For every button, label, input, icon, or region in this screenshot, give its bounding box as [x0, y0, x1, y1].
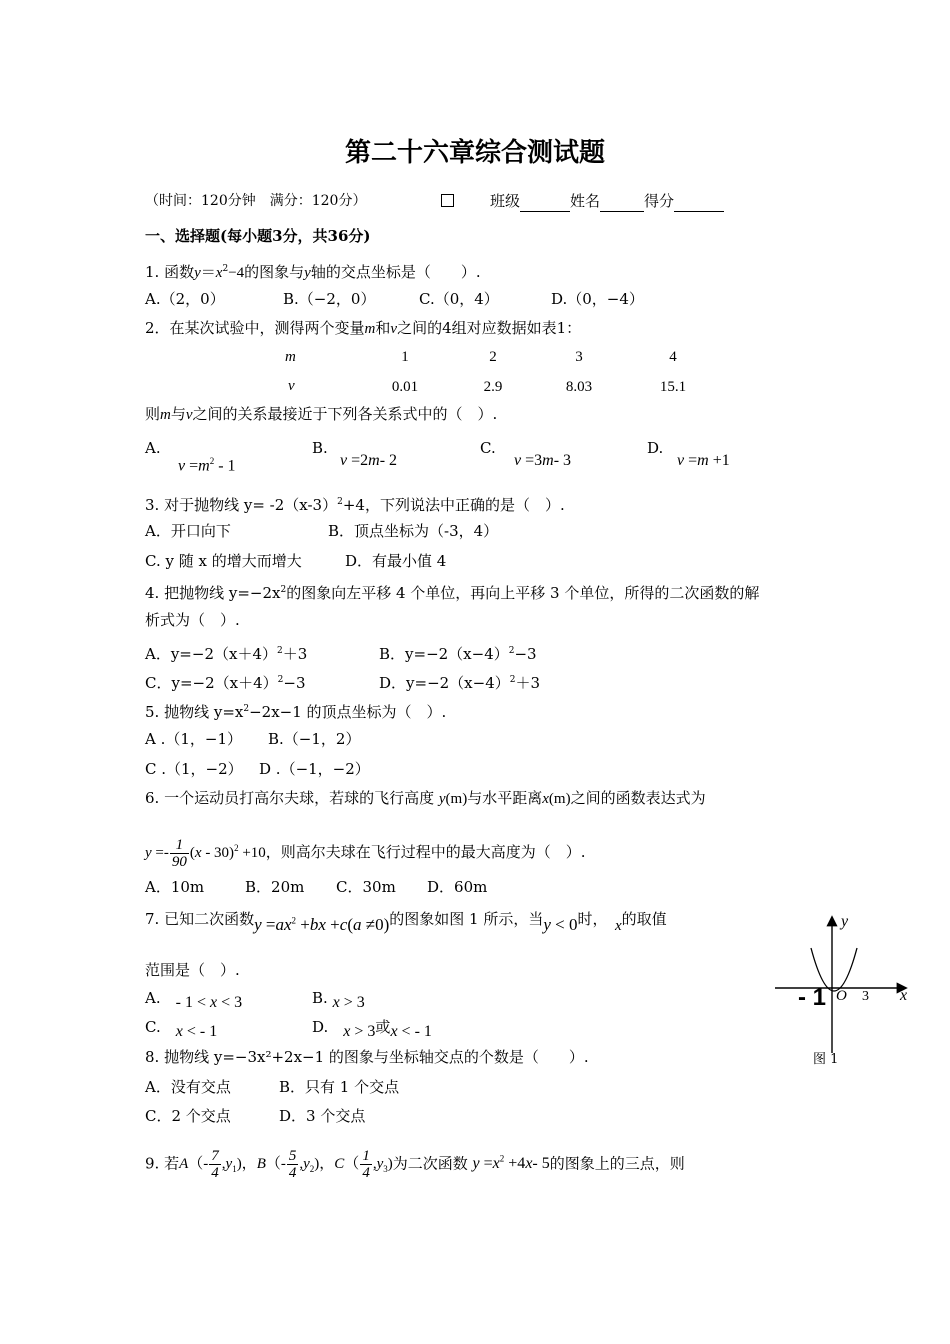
q6-stem-line1: 6. 一个运动员打高尔夫球，若球的飞行高度 y(m)与水平距离x(m)之间的函数表达式为 [145, 789, 706, 807]
q7-formula: $y =ax^2 +bx +c(a \ne 0)$ [254, 915, 390, 934]
three-label: 3 [862, 989, 869, 1004]
q8-option-a[interactable]: A．没有交点 [145, 1078, 231, 1096]
q6-formula-line [145, 826, 586, 870]
q3-option-a[interactable]: A．开口向下 [145, 522, 231, 540]
q3-option-c[interactable]: C. y 随 x 的增大而增大 [145, 552, 302, 570]
table-cell: 1 [401, 349, 409, 365]
q9-points: A（- $\frac{7}{4}$ $,y_1$)，B（- $\frac{5}{4}$ $,y_2$)，C（ $\frac{1}{4}$ $,y_3$) [179, 1148, 393, 1182]
q7-option-c[interactable]: C. x < - 1 [145, 1018, 218, 1040]
q5-option-d[interactable]: D .（−1，−2） [259, 760, 370, 778]
x-axis-label: x [900, 987, 908, 1004]
q6-option-a[interactable]: A．10m [145, 878, 205, 896]
q4-c-a: C．y=−2（x＋4） [145, 674, 278, 692]
q5-stem-a: 5. 抛物线 y=x [145, 703, 244, 721]
q2-and: 和 [375, 319, 391, 337]
q7-option-d[interactable]: D. x > 3或x < - 1 [312, 1018, 432, 1040]
q3-stem: 3. 对于抛物线 $y= -2(x-3)^2+4$，下列说法中正确的是（ ）. [145, 496, 565, 514]
q6-line1-c: 之间的函数表达式为 [570, 789, 706, 807]
table-head-m: m [285, 349, 296, 365]
q5-option-a[interactable]: A .（1，−1） [145, 730, 243, 748]
q5-stem-b: −2x−1 的顶点坐标为（ ）. [249, 703, 447, 721]
q1-stem: 1. 函数$y=x^2-4$的图象与y轴的交点坐标是（ ）. [145, 263, 481, 281]
q4-b-a: B．y=−2（x−4） [379, 645, 509, 663]
q1-option-b[interactable]: B.（−2，0） [283, 290, 376, 308]
q6-line2: ，则高尔夫球在飞行过程中的最大高度为（ ）. [265, 843, 586, 861]
q7-stem: 7. 已知二次函数$y =ax^2 +bx +c(a \ne 0)$的图象如图 1 所示，当y < 0时， x的取值 [145, 910, 667, 934]
q7-stem-line2: 范围是（ ）. [145, 961, 240, 979]
q1-option-a[interactable]: A.（2，0） [145, 290, 225, 308]
q8-option-b[interactable]: B．只有 1 个交点 [279, 1078, 400, 1096]
q6-formula: y =- $\frac{1}{90}$ (x - 30)$^2$ +10 [145, 837, 266, 871]
q9-post: 为二次函数 [392, 1154, 468, 1173]
q7-mid: 的图象如图 1 所示，当 [389, 910, 544, 928]
q5-option-c[interactable]: C .（1，−2） [145, 760, 243, 778]
q5-stem: 5. 抛物线 $y=x^2-2x-1$ 的顶点坐标为（ ）. [145, 703, 447, 721]
q4-stem-line1: 4. 把抛物线 $y=-2x^2$的图象向左平移 4 个单位，再向上平移 3 个单位，所得的二次函数的解 [145, 584, 760, 602]
q1-option-d[interactable]: D.（0，−4） [551, 290, 644, 308]
table-cell: 4 [669, 349, 677, 365]
q2-ask-post: 之间的关系最接近于下列各关系式中的（ ）. [192, 405, 498, 423]
figure-1-graph [770, 908, 915, 1058]
q7-a-label: A. [145, 989, 161, 1007]
q9-formula: $y =x^2 +4x-$ 5 [472, 1154, 550, 1173]
q8-option-d[interactable]: D．3 个交点 [279, 1107, 366, 1125]
table-cell: 15.1 [659, 379, 687, 395]
q2-pre: 2．在某次试验中，测得两个变量 [145, 319, 365, 337]
q2-ask-pre: 则 [145, 405, 161, 423]
checkbox-square[interactable] [441, 191, 454, 211]
q4-d-a: D．y=−2（x−4） [379, 674, 510, 692]
q2-option-b-formula: v =2m- 2 [340, 452, 398, 469]
q4-d-b: ＋3 [515, 674, 541, 692]
q2-option-c-formula: v =3m- 3 [514, 452, 572, 469]
page-title: 第二十六章综合测试题 [344, 138, 605, 168]
q9-stem [145, 1137, 685, 1181]
q4-b-b: −3 [514, 645, 537, 663]
student-fields [490, 191, 724, 212]
q4-option-d[interactable]: D．$y=-2(x-4)^2+3$ [379, 674, 541, 692]
q4-a-a: A．y=−2（x＋4） [145, 645, 277, 663]
exam-info: （时间：120分钟 满分：120分） [145, 193, 367, 209]
q7-option-a[interactable]: A. - 1 < x < 3 [145, 989, 243, 1011]
q7-option-b[interactable]: B. x > 3 [312, 989, 365, 1011]
y-axis-label: y [841, 913, 849, 930]
score-label: 得分 [644, 192, 675, 210]
table-head-v: v [288, 378, 295, 394]
table-cell: 2 [489, 349, 497, 365]
class-label: 班级 [490, 192, 521, 210]
q2-option-b-label[interactable]: B. [312, 439, 328, 457]
q7-post: 时， [577, 910, 600, 928]
q4-line1-b: 的图象向左平移 4 个单位，再向上平移 3 个单位，所得的二次函数的解 [286, 584, 760, 602]
q7-condition: y < 0 [543, 915, 578, 934]
table-cell: 2.9 [483, 379, 503, 395]
q2-option-a-formula: $v =m^2 - 1$ [178, 456, 236, 475]
q7-d-label: D. [312, 1018, 329, 1036]
q8-option-c[interactable]: C．2 个交点 [145, 1107, 231, 1125]
q5-option-b[interactable]: B.（−1，2） [268, 730, 361, 748]
q2-post: 之间的4组对应数据如表1： [397, 319, 582, 337]
name-blank[interactable] [600, 191, 644, 212]
q6-option-b[interactable]: B．20m [245, 878, 305, 896]
q2-option-a-label[interactable]: A. [145, 439, 161, 457]
q9-pre: 9. 若 [145, 1154, 180, 1173]
table-cell: 3 [575, 349, 583, 365]
figure-caption: 图 1 [813, 1052, 839, 1067]
q7-d-or: 或 [375, 1018, 391, 1036]
q4-line1-a: 4. 把抛物线 y=−2x [145, 584, 281, 602]
class-blank[interactable] [520, 191, 570, 212]
q6-line1-b: 与水平距离 [467, 789, 543, 807]
score-blank[interactable] [674, 191, 724, 212]
q6-option-c[interactable]: C．30m [336, 878, 396, 896]
q8-stem: 8. 抛物线 y=−3x²+2x−1 的图象与坐标轴交点的个数是（ ）. [145, 1048, 589, 1066]
q4-stem-line2: 析式为（ ）. [145, 611, 240, 629]
name-label: 姓名 [570, 192, 601, 210]
q1-num: 1. 函数 [145, 263, 195, 281]
q6-option-d[interactable]: D．60m [427, 878, 488, 896]
q7-b-label: B. [312, 989, 328, 1007]
origin-label: O [836, 988, 847, 1004]
q6-line1-a: 6. 一个运动员打高尔夫球，若球的飞行高度 [145, 789, 435, 807]
q2-ask-mid: 与 [170, 405, 186, 423]
q7-c-label: C. [145, 1018, 161, 1036]
q4-option-b[interactable]: B．$y=-2(x-4)^2-3$ [379, 645, 537, 663]
q2-option-c-label[interactable]: C. [480, 439, 496, 457]
q2-option-d-label[interactable]: D. [647, 439, 664, 457]
table-cell: 0.01 [391, 379, 419, 395]
q7-pre: 7. 已知二次函数 [145, 910, 255, 928]
q2-ask: 则m与v之间的关系最接近于下列各关系式中的（ ）. [145, 405, 498, 423]
q7-tail: 的取值 [621, 910, 667, 928]
table-cell: 8.03 [565, 379, 593, 395]
q3-stem-b: +4，下列说法中正确的是（ ）. [342, 496, 565, 514]
q1-post: 轴的交点坐标是（ ）. [310, 263, 481, 281]
q1-option-c[interactable]: C.（0，4） [419, 290, 499, 308]
q4-a-b: ＋3 [282, 645, 308, 663]
q3-option-d[interactable]: D．有最小值 4 [345, 552, 447, 570]
q1-mid: 的图象与 [244, 263, 305, 281]
q3-stem-a: 3. 对于抛物线 y= -2（x-3） [145, 496, 338, 514]
q9-tail: 的图象上的三点，则 [549, 1154, 685, 1173]
q4-c-b: −3 [283, 674, 306, 692]
neg-one-label: - 1 [798, 984, 827, 1011]
q3-option-b[interactable]: B．顶点坐标为（-3，4） [328, 522, 499, 540]
q2-option-d-formula: v =m +1 [677, 452, 730, 469]
q4-option-c[interactable]: C．$y=-2(x+4)^2-3$ [145, 674, 306, 692]
section-heading: 一、选择题(每小题3分，共36分) [145, 227, 371, 245]
q2-stem: 2．在某次试验中，测得两个变量m和v之间的4组对应数据如表1： [145, 319, 582, 337]
q4-option-a[interactable]: A．$y=-2(x+4)^2+3$ [145, 645, 308, 663]
